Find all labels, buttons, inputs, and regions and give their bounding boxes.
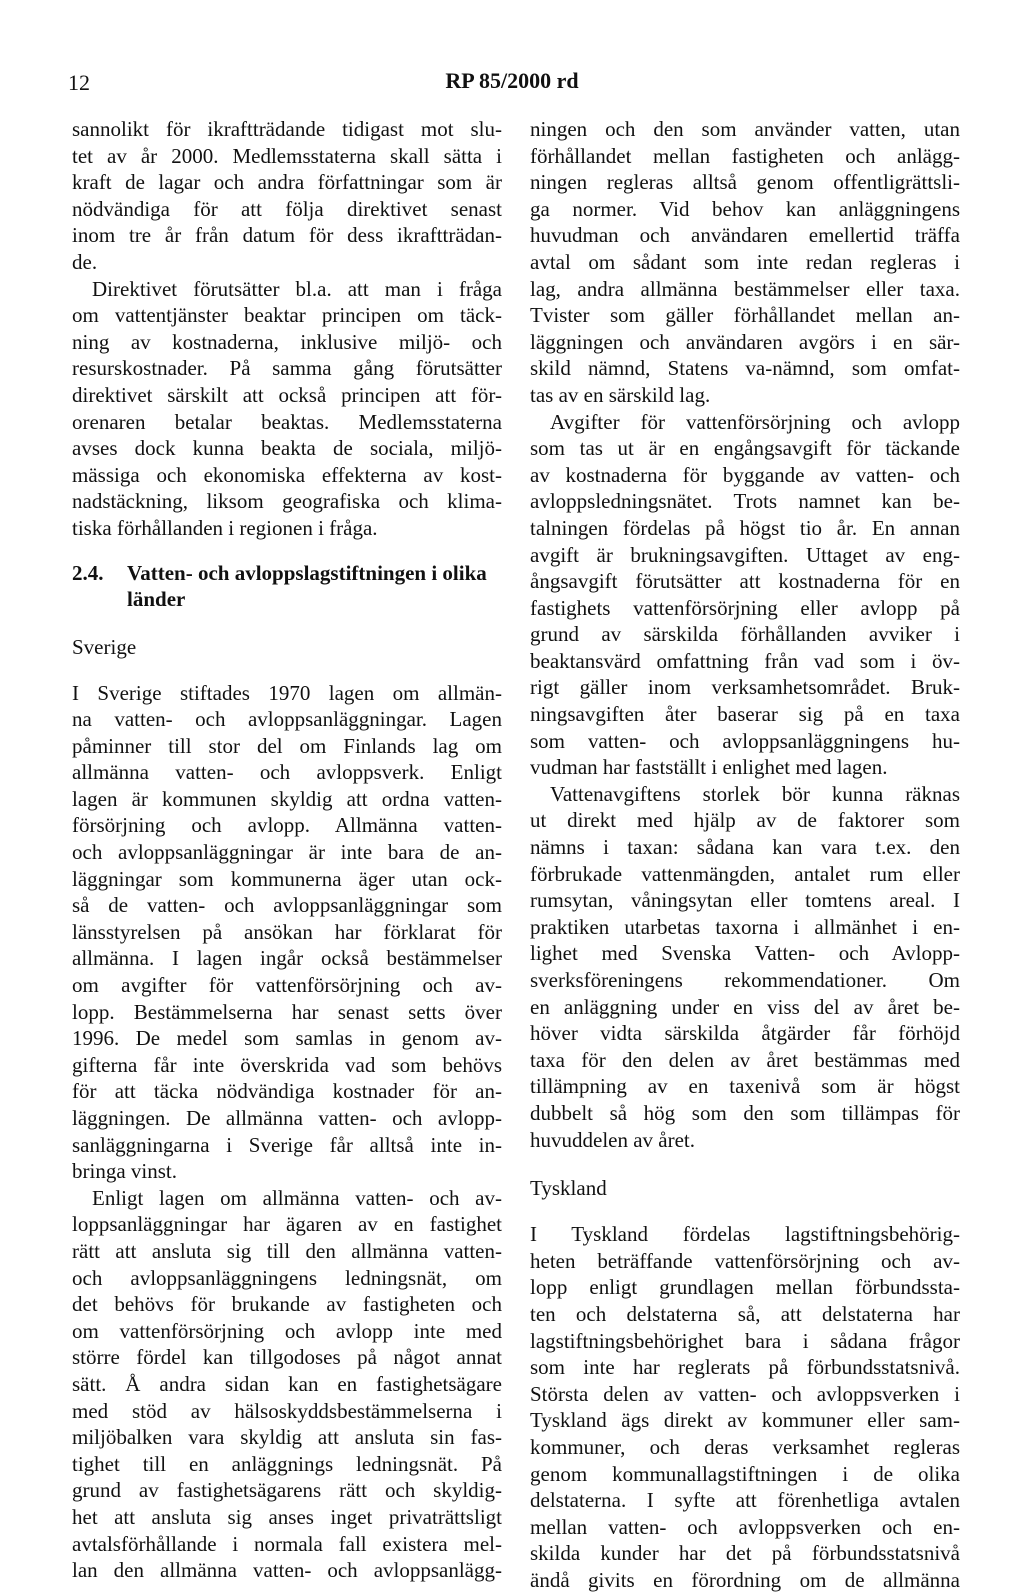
text-line: mellan vatten- och avloppsverken och en-	[530, 1514, 960, 1539]
text-line: praktiken utarbetas taxorna i allmänhet i en-	[530, 914, 960, 939]
text-line: kommuner, och deras verksamhet regleras	[530, 1434, 960, 1459]
text-line: skild nämnd, Statens va-nämnd, som omfat-	[530, 356, 960, 381]
paragraph	[530, 116, 960, 409]
paragraph	[72, 276, 502, 542]
text-line: na vatten- och avloppsanläggningar. Lagen	[72, 707, 502, 732]
left-column	[72, 116, 502, 1584]
text-line: genom kommunallagstiftningen i de olika	[530, 1461, 960, 1486]
text-line: delstaterna. I syfte att förenhetliga avtalen	[530, 1488, 960, 1513]
text-line: ten och delstaterna så, att delstaterna har	[530, 1301, 960, 1326]
text-line: nämns i taxan: sådana kan vara t.ex. den	[530, 835, 960, 860]
text-line: ning av kostnaderna, inklusive miljö- och	[72, 329, 502, 354]
text-line: miljöbalken vara skyldig att ansluta sin fas-	[72, 1425, 502, 1450]
text-line: läggningen. De allmänna vatten- och avlopp-	[72, 1106, 502, 1130]
text-line: allmänna. I lagen ingår också bestämmelser	[72, 946, 502, 971]
text-line: avloppsledningsnätet. Trots namnet kan be-	[530, 489, 960, 514]
text-line: av kostnaderna för byggande av vatten- och	[530, 462, 960, 487]
paragraph	[530, 781, 960, 1153]
text-line: försörjning och avlopp. Allmänna vatten-	[72, 813, 502, 838]
text-line: ningen och den som använder vatten, utan	[530, 117, 960, 141]
text-line: loppsanläggningar har ägaren av en fastighet	[72, 1212, 502, 1237]
text-line: som inte har reglerats på förbundsstatsnivå.	[530, 1355, 960, 1380]
section-heading	[72, 560, 502, 612]
text-line: beaktansvärd omfattning från vad som i öv-	[530, 648, 960, 673]
text-line: gifterna får inte överskrida vad som behövs	[72, 1052, 502, 1077]
right-column	[530, 116, 960, 1593]
text-line: med stöd av hälsoskyddsbestämmelserna i	[72, 1398, 502, 1423]
text-line: Avgifter för vattenförsörjning och avlopp	[550, 409, 960, 434]
text-line: fastighets vattenförsörjning eller avlopp på	[530, 595, 960, 620]
text-line: förhållandet mellan fastigheten och anlägg-	[530, 143, 960, 168]
text-line: lagstiftningsbehörighet bara i sådana frågor	[530, 1328, 960, 1353]
text-line: nadstäckning, liksom geografiska och klima-	[72, 489, 502, 514]
text-line: resurskostnader. På samma gång förutsätter	[72, 356, 502, 381]
text-line: Största delen av vatten- och avloppsverken i	[530, 1381, 960, 1406]
text-line: ångsavgift förutsätter att kostnaderna för en	[530, 569, 960, 594]
text-line: avtalsförhållande i normala fall existera mel-	[72, 1531, 502, 1556]
text-line: grund av särskilda förhållanden avviker i	[530, 622, 960, 647]
paragraph	[72, 116, 502, 276]
text-line: ut direkt med hjälp av de faktorer som	[530, 808, 960, 833]
subheading-sverige: Sverige	[72, 634, 137, 659]
text-line: sätt. Å andra sidan kan en fastighetsägare	[72, 1371, 502, 1396]
text-line: sverksföreningens rekommendationer. Om	[530, 968, 960, 992]
text-line: tiska förhållanden i regionen i fråga.	[72, 515, 378, 540]
text-line: Vattenavgiftens storlek bör kunna räknas	[550, 781, 960, 806]
text-line: för att täcka nödvändiga kostnader för an-	[72, 1079, 502, 1104]
text-line: orenaren betalar beaktas. Medlemsstaterna	[72, 409, 502, 434]
text-line: kraft de lagar och andra författningar som är	[72, 170, 502, 195]
text-line: sanläggningarna i Sverige får alltså inte in-	[72, 1132, 502, 1157]
text-line: heten beträffande vattenförsörjning och av-	[530, 1248, 960, 1273]
text-line: rigt gäller inom verksamhetsområdet. Bruk-	[530, 675, 960, 700]
text-line: så de vatten- och avloppsanläggningar som	[72, 893, 502, 918]
text-line: förbrukade vattenmängden, antalet rum eller	[530, 861, 960, 886]
text-line: lan den allmänna vatten- och avloppsanlägg-	[72, 1558, 502, 1583]
text-line: en anläggning under en viss del av året be-	[530, 994, 960, 1019]
text-line: dubbelt så hög som den som tillämpas för	[530, 1100, 960, 1125]
paragraph	[530, 1221, 960, 1593]
text-line: grund av fastighetsägarens rätt och skyldig-	[72, 1478, 502, 1503]
text-line: avtal om sådant som inte redan regleras i	[530, 249, 960, 274]
text-line: ningsavgiften åter baserar sig på en taxa	[530, 702, 960, 727]
section-number: 2.4.	[72, 560, 104, 585]
text-line: bringa vinst.	[72, 1159, 177, 1184]
text-line: ga normer. Vid behov kan anläggningens	[530, 196, 960, 221]
text-line: huvudman och användaren emellertid träffa	[530, 223, 960, 248]
text-line: höver vidta särskilda åtgärder får förhöjd	[530, 1021, 960, 1046]
text-line: inom tre år från datum för dess ikraftträdan-	[72, 223, 502, 248]
paragraph	[72, 680, 502, 1185]
text-line: större fördel kan tillgodoses på något annat	[72, 1345, 502, 1370]
text-line: I Tyskland fördelas lagstiftningsbehörig-	[530, 1222, 960, 1247]
text-line: tet av år 2000. Medlemsstaterna skall sätta i	[72, 143, 502, 168]
text-line: direktivet särskilt att också principen att för-	[72, 382, 502, 407]
text-line: Tyskland ägs direkt av kommuner eller sam-	[530, 1408, 960, 1433]
text-line: lighet med Svenska Vatten- och Avlopp-	[530, 941, 960, 966]
page-number: 12	[68, 70, 90, 95]
text-line: talningen fördelas på högst tio år. En annan	[530, 515, 960, 540]
text-line: om vattenförsörjning och avlopp inte med	[72, 1318, 502, 1343]
text-line: läggningen och användaren avgörs i en sär-	[530, 329, 960, 354]
text-line: ningen regleras alltså genom offentligrättsli-	[530, 170, 960, 195]
text-line: nödvändiga för att följa direktivet senast	[72, 196, 502, 221]
text-line: Direktivet förutsätter bl.a. att man i fråga	[92, 276, 502, 301]
text-line: 1996. De medel som samlas in genom av-	[72, 1026, 502, 1051]
paragraph	[72, 1185, 502, 1584]
text-line: mässiga och ekonomiska effekterna av kost-	[72, 462, 502, 487]
text-line: vudman har fastställt i enlighet med lagen.	[530, 755, 888, 780]
text-line: sannolikt för ikraftträdande tidigast mot slu-	[72, 117, 502, 141]
text-line: påminner till stor del om Finlands lag om	[72, 733, 502, 758]
text-line: och avloppsanläggningar är inte bara de an-	[72, 840, 502, 865]
text-line: länsstyrelsen på ansökan har förklarat för	[72, 919, 502, 944]
paragraph	[530, 409, 960, 781]
text-line: taxa för den delen av året bestämmas med	[530, 1047, 960, 1072]
text-line: och avloppsanläggningens ledningsnät, om	[72, 1265, 502, 1290]
running-head: RP 85/2000 rd	[445, 68, 579, 93]
subheading-tyskland: Tyskland	[530, 1176, 607, 1201]
text-line: het att ansluta sig anses inget privaträttsligt	[72, 1504, 502, 1529]
text-line: allmänna vatten- och avloppsverk. Enligt	[72, 760, 502, 785]
text-line: läggningar som kommunerna äger utan ock-	[72, 866, 502, 891]
text-line: som vatten- och avloppsanläggningens hu-	[530, 728, 960, 753]
text-line: som tas ut är en engångsavgift för täckande	[530, 436, 960, 461]
text-line: I Sverige stiftades 1970 lagen om allmän-	[72, 680, 502, 705]
text-line: avses dock kunna beakta de sociala, miljö-	[72, 436, 502, 461]
text-line: lag, andra allmänna bestämmelser eller taxa.	[530, 276, 960, 301]
text-line: avgift är brukningsavgiften. Uttaget av eng-	[530, 542, 960, 567]
text-line: lopp. Bestämmelserna har senast setts över	[72, 999, 502, 1024]
text-line: ändå givits en förordning om de allmänna	[530, 1567, 960, 1592]
text-line: tas av en särskild lag.	[530, 382, 711, 407]
text-line: Tvister som gäller förhållandet mellan an-	[530, 303, 960, 328]
text-line: tighet till en anläggnings ledningsnät. På	[72, 1451, 502, 1476]
text-line: skilda kunder har det på förbundsstatsnivå	[530, 1541, 960, 1566]
section-title: Vatten- och avloppslagstiftningen i olika länder	[127, 560, 487, 611]
text-line: lopp enligt grundlagen mellan förbundssta-	[530, 1275, 960, 1300]
text-line: rumsytan, våningsytan eller tomtens areal. I	[530, 888, 960, 913]
text-line: Enligt lagen om allmänna vatten- och av-	[92, 1185, 502, 1210]
text-line: de.	[72, 249, 98, 274]
text-line: huvuddelen av året.	[530, 1127, 696, 1152]
text-line: det behövs för brukande av fastigheten och	[72, 1292, 502, 1317]
text-line: tillämpning av en taxenivå som är högst	[530, 1074, 960, 1099]
text-line: om vattentjänster beaktar principen om täck-	[72, 303, 502, 328]
text-line: lagen är kommunen skyldig att ordna vatten-	[72, 786, 502, 811]
text-line: rätt att ansluta sig till den allmänna vatten-	[72, 1238, 502, 1263]
text-line: om avgifter för vattenförsörjning och av-	[72, 973, 502, 998]
